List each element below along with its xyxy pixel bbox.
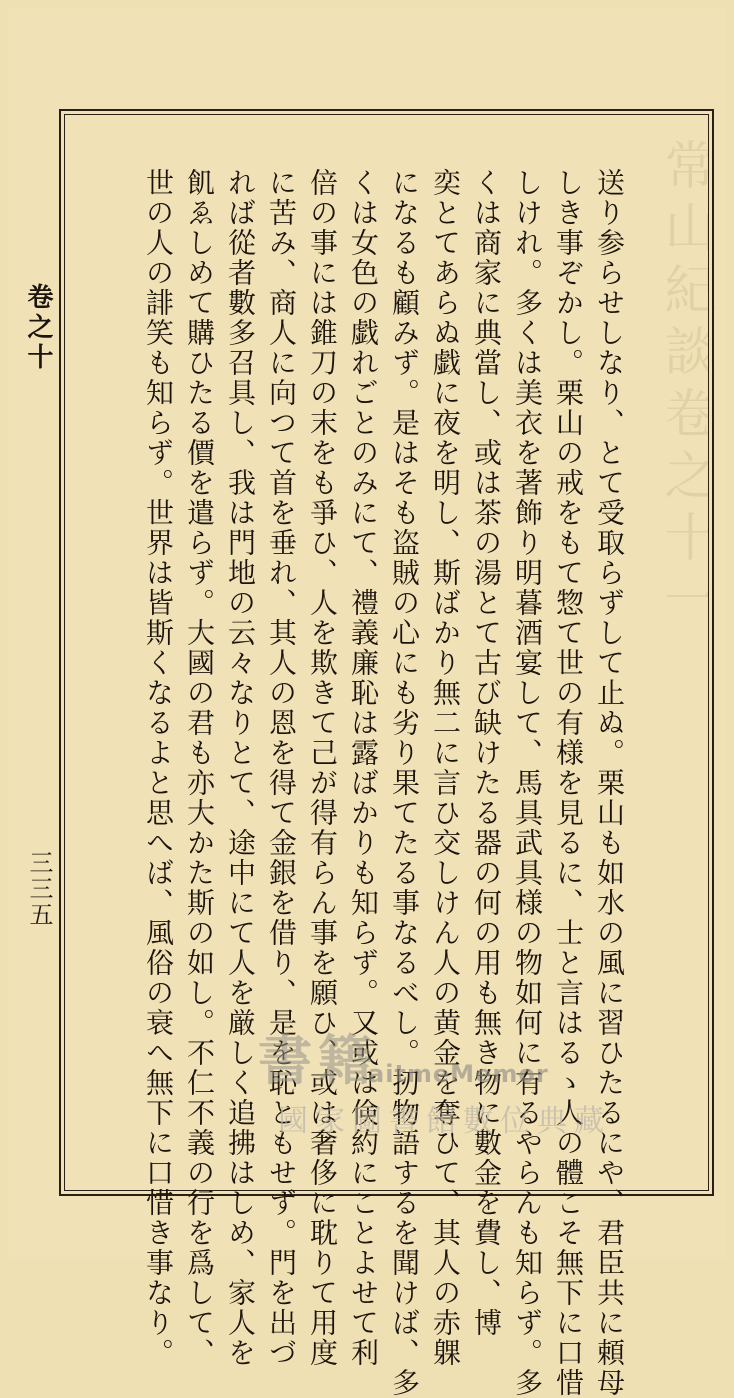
text-column: くは女色の戯れごとのみにて、禮義廉恥は露ばかりも知らず。又或は倹約にことよせて利: [347, 168, 380, 1368]
text-column: しき事ぞかし。栗山の戒をもて惣て世の有様を見るに、士と言はるゝ人の體こそ無下に口惜: [552, 168, 585, 1398]
watermark-latin-text: aitmeMemor: [368, 1060, 549, 1088]
text-column: 奕とてあらぬ戯に夜を明し、斯ばかり無二に言ひ交しけん人の黄金を奪ひて、其人の赤躶: [429, 168, 462, 1368]
text-column: れば從者數多召具し、我は門地の云々なりとて、途中にて人を厳しく追拂はしめ、家人を: [224, 168, 257, 1368]
text-column: 世の人の誹笑も知らず。世界は皆斯くなるよと思へば、風俗の衰へ無下に口惜き事なり。: [142, 168, 175, 1368]
text-column: 倍の事には錐刀の末をも爭ひ、人を欺きて己が得有らん事を願ひ、或は奢侈に耽りて用度: [306, 168, 339, 1368]
volume-title: 卷之十: [23, 283, 53, 373]
text-column: くは商家に典當し、或は茶の湯とて古び缺けたる器の何の用も無き物に數金を費し、博: [470, 168, 503, 1338]
library-watermark: [258, 1008, 678, 1138]
text-column: 送り参らせしなり、とて受取らずして止ぬ。栗山も如水の風に習ひたるにや、君臣共に頼母: [593, 168, 626, 1398]
book-page: [8, 8, 726, 1398]
text-column: になるも顧みず。是はそも盗賊の心にも劣り果てたる事なるべし。扨物語するを聞けば、多: [388, 168, 421, 1398]
watermark-seal-text: 書籍: [258, 1028, 378, 1092]
watermark-library-name: 國家圖書館數位典藏: [278, 1104, 611, 1139]
text-column: に苦み、商人に向つて首を垂れ、其人の恩を得て金銀を借り、是を恥ともせず。門を出づ: [265, 168, 298, 1368]
page-number: 三三五: [25, 850, 53, 928]
text-column: しけれ。多くは美衣を著飾り明暮酒宴して、馬具武具様の物如何に有るやらんも知らず。多: [511, 168, 544, 1398]
text-column: 飢ゑしめて購ひたる價を遣らず。大國の君も亦大かた斯の如し。不仁不義の行を爲して、: [183, 168, 216, 1368]
bleed-through-title: 常山紀談卷之十一: [655, 138, 715, 634]
